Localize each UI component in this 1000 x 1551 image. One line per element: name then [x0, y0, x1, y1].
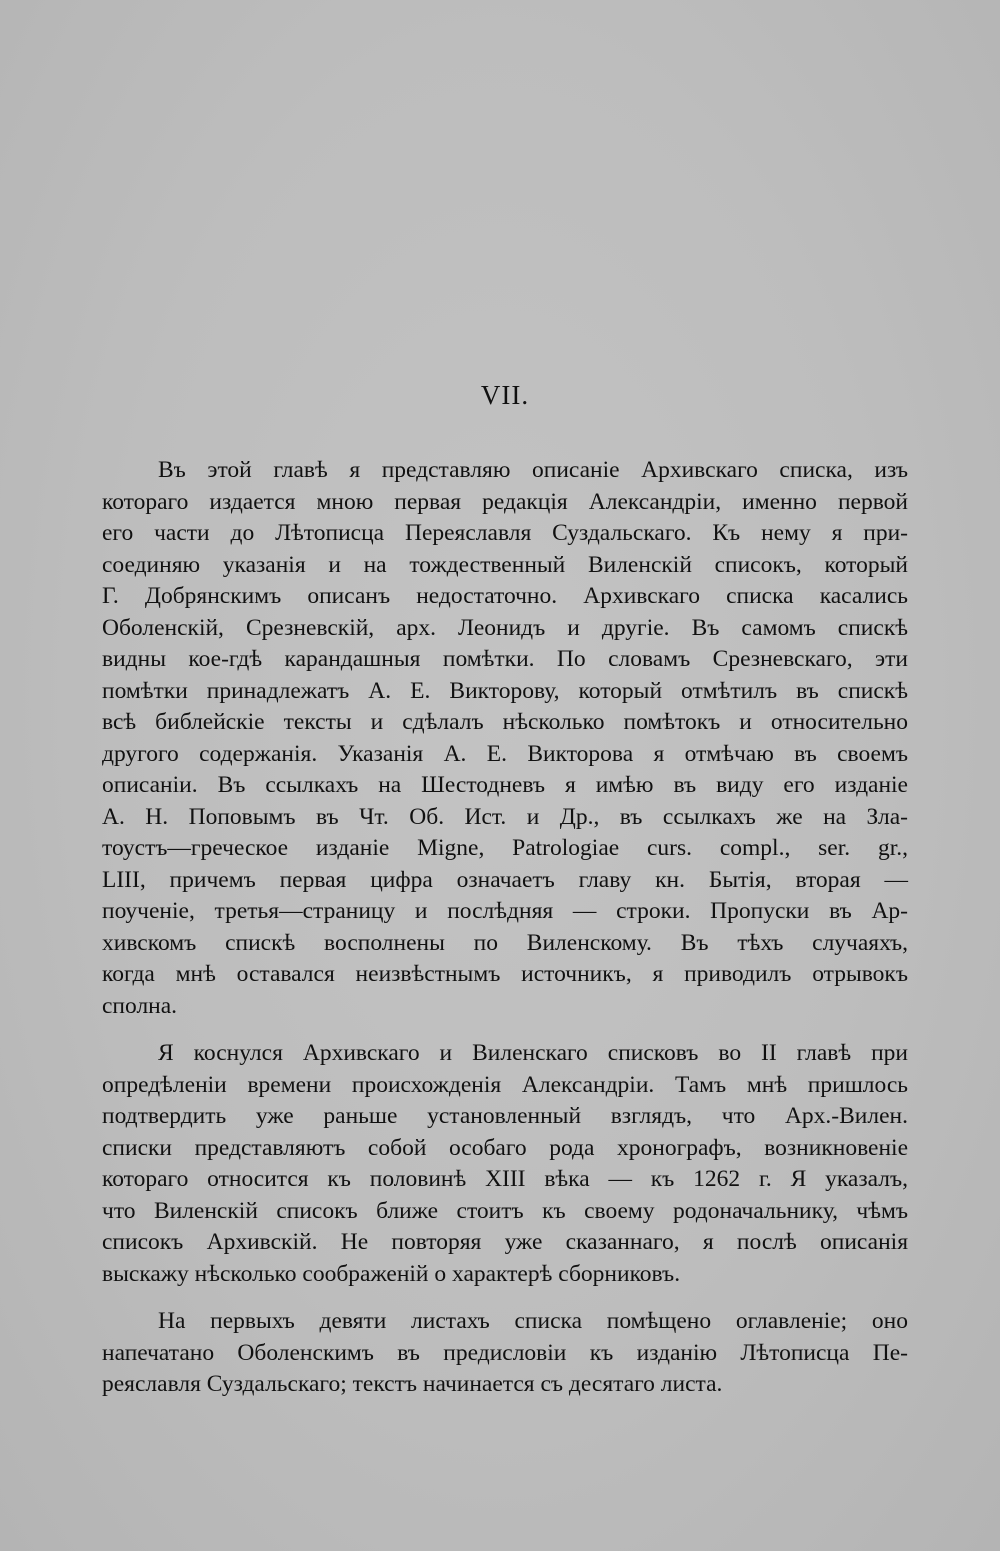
text-line: когда мнѣ оставался неизвѣстнымъ источникъ, я приводилъ отрывокъ: [102, 961, 908, 987]
text-line: Г. Добрянскимъ описанъ недостаточно. Архивскаго списка касались: [102, 583, 908, 609]
text-line: описаніи. Въ ссылкахъ на Шестодневъ я имѣю въ виду его изданіе: [102, 772, 908, 798]
text-line: видны кое-гдѣ карандашныя помѣтки. По словамъ Срезневскаго, эти: [102, 646, 908, 672]
text-line: подтвердить уже раньше установленный взглядъ, что Арх.-Вилен.: [102, 1103, 908, 1129]
text-line: Оболенскій, Срезневскій, арх. Леонидъ и другіе. Въ самомъ спискѣ: [102, 614, 908, 641]
text-line: соединяю указанія и на тождественный Виленскій списокъ, который: [102, 551, 908, 578]
text-line: На первыхъ девяти листахъ списка помѣщено оглавленіе; оно: [158, 1308, 908, 1334]
paragraph: [102, 1038, 908, 1290]
text-line: Въ этой главѣ я представляю описаніе Архивскаго списка, изъ: [158, 457, 908, 483]
text-line: Я коснулся Архивскаго и Виленскаго списковъ во II главѣ при: [158, 1040, 908, 1066]
text-line: сполна.: [102, 992, 178, 1019]
text-line: котораго издается мною первая редакція Александріи, именно первой: [102, 488, 908, 515]
text-line: всѣ библейскіе тексты и сдѣлалъ нѣсколько помѣтокъ и относительно: [102, 709, 908, 735]
text-line: другого содержанія. Указанія А. Е. Викторова я отмѣчаю въ своемъ: [102, 740, 908, 767]
text-line: тоустъ—греческое изданіе Migne, Patrologiae curs. compl., ser. gr.,: [102, 835, 908, 861]
text-line: опредѣленіи времени происхожденія Александріи. Тамъ мнѣ пришлось: [102, 1071, 908, 1098]
text-line: котораго относится къ половинѣ XIII вѣка — къ 1262 г. Я указалъ,: [102, 1166, 908, 1192]
text-line: выскажу нѣсколько соображеній о характерѣ сборниковъ.: [102, 1260, 681, 1287]
text-line: А. Н. Поповымъ въ Чт. Об. Ист. и Др., въ ссылкахъ же на Зла-: [102, 803, 908, 830]
paragraph: [102, 1306, 908, 1401]
text-line: напечатано Оболенскимъ въ предисловіи къ изданію Лѣтописца Пе-: [102, 1339, 908, 1366]
text-line: что Виленскій списокъ ближе стоитъ къ своему родоначальнику, чѣмъ: [102, 1197, 908, 1224]
text-block: [102, 380, 908, 1417]
text-line: его части до Лѣтописца Переяславля Суздальскаго. Къ нему я при-: [102, 520, 908, 546]
text-line: реяславля Суздальскаго; текстъ начинается съ десятаго листа.: [102, 1371, 723, 1397]
text-line: LIII, причемъ первая цифра означаетъ главу кн. Бытія, вторая —: [102, 866, 908, 893]
text-line: списки представляютъ собой особаго рода хронографъ, возникновеніе: [102, 1134, 908, 1161]
text-line: помѣтки принадлежатъ А. Е. Викторову, который отмѣтилъ въ спискѣ: [102, 677, 908, 704]
chapter-heading: VII.: [480, 380, 530, 410]
paragraph: [102, 455, 908, 1022]
text-line: поученіе, третья—страницу и послѣдняя — строки. Пропуски въ Ар-: [102, 898, 908, 924]
text-line: хивскомъ спискѣ восполнены по Виленскому. Въ тѣхъ случаяхъ,: [102, 929, 908, 956]
text-line: списокъ Архивскій. Не повторяя уже сказаннаго, я послѣ описанія: [102, 1229, 908, 1255]
